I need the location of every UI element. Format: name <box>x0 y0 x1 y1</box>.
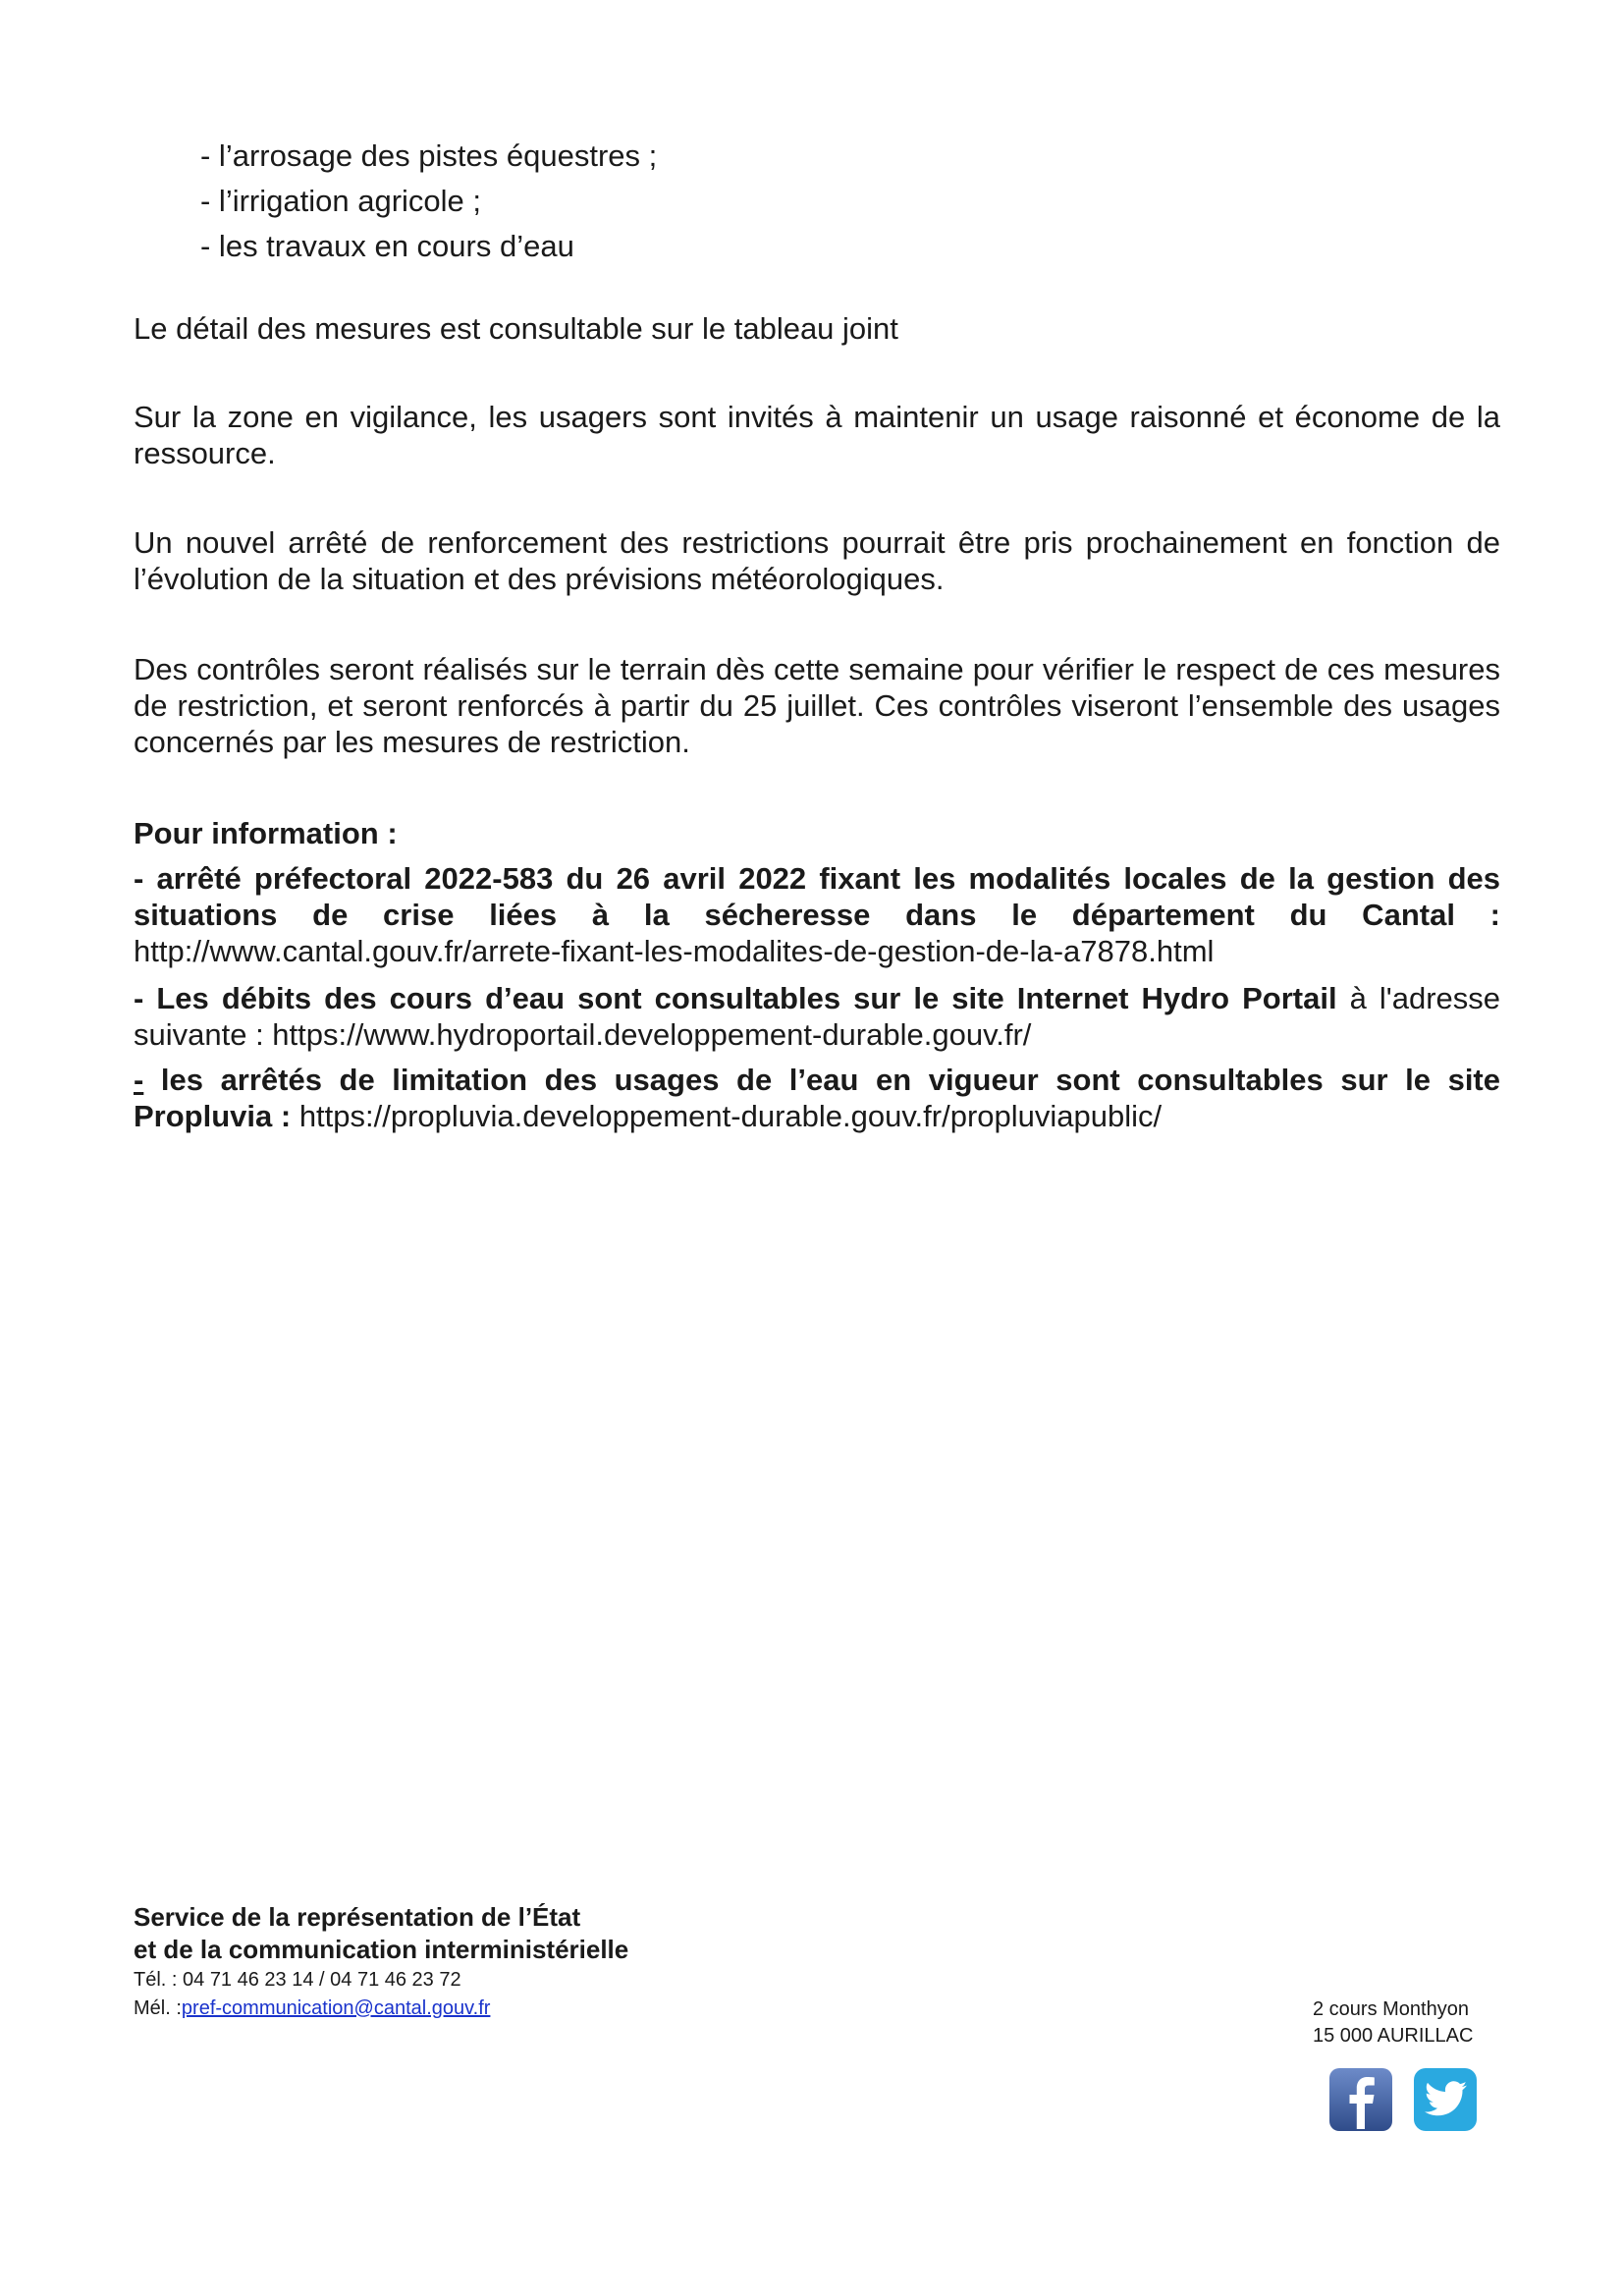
social-links <box>1327 2066 1479 2133</box>
email-link[interactable]: pref-communication@cantal.gouv.fr <box>181 1997 491 2019</box>
cantal-link[interactable]: http://www.cantal.gouv.fr/arrete-fixant-les-modalites-de-gestion-de-la-a7878.html <box>134 934 1215 968</box>
paragraph-detail: Le détail des mesures est consultable sur le tableau joint <box>134 311 898 346</box>
info-item-propluvia <box>134 1062 1500 1134</box>
address-city: 15 000 AURILLAC <box>1313 2025 1474 2047</box>
info-item-hydroportail-title: - Les débits des cours d’eau sont consultables sur le site Internet Hydro Portail <box>134 981 1337 1015</box>
postal-address <box>1313 1996 1473 2050</box>
paragraph-renforcement: Un nouvel arrêté de renforcement des restrictions pourrait être pris prochainement en fonction de l’évolution de la situation et des prévisions météorologiques. <box>134 525 1500 596</box>
list-item: - l’arrosage des pistes équestres ; <box>200 138 658 173</box>
paragraph-controles: Des contrôles seront réalisés sur le terrain dès cette semaine pour vérifier le respect de ces mesures de restriction, et seront renforcés à partir du 25 juillet. Ces contrôles viseront l’ensemble des usages concernés par les mesures de restriction. <box>134 652 1500 759</box>
propluvia-link[interactable]: https://propluvia.developpement-durable.gouv.fr/propluviapublic/ <box>291 1099 1163 1133</box>
address-street: 2 cours Monthyon <box>1313 1998 1469 2020</box>
facebook-icon[interactable] <box>1327 2066 1394 2133</box>
twitter-icon[interactable] <box>1412 2066 1479 2133</box>
service-name-line2: et de la communication interministérielle <box>134 1935 629 1964</box>
list-item: - l’irrigation agricole ; <box>200 184 481 218</box>
usage-list <box>200 134 657 269</box>
footer-contact <box>134 1901 628 2023</box>
list-item: - les travaux en cours d’eau <box>200 229 574 263</box>
info-heading: Pour information : <box>134 816 398 850</box>
info-item-arrete-title: - arrêté préfectoral 2022-583 du 26 avril 2022 fixant les modalités locales de la gestion des situations de crise liées à la sécheresse dans le département du Cantal : <box>134 861 1500 932</box>
info-item-hydroportail <box>134 980 1500 1053</box>
hydroportail-link[interactable]: à l'adresse suivante : https://www.hydroportail.developpement-durable.gouv.fr/ <box>134 981 1501 1052</box>
info-item-dash: - <box>134 1063 144 1097</box>
email-line <box>134 1995 628 2023</box>
info-item-arrete <box>134 860 1500 969</box>
phone-numbers: Tél. : 04 71 46 23 14 / 04 71 46 23 72 <box>134 1969 461 1991</box>
paragraph-vigilance: Sur la zone en vigilance, les usagers sont invités à maintenir un usage raisonné et économe de la ressource. <box>134 400 1500 470</box>
info-item-propluvia-title: les arrêtés de limitation des usages de l’eau en vigueur sont consultables sur le site Propluvia : <box>134 1063 1500 1133</box>
email-label: Mél. : <box>134 1997 182 2019</box>
service-name-line1: Service de la représentation de l’État <box>134 1902 581 1932</box>
